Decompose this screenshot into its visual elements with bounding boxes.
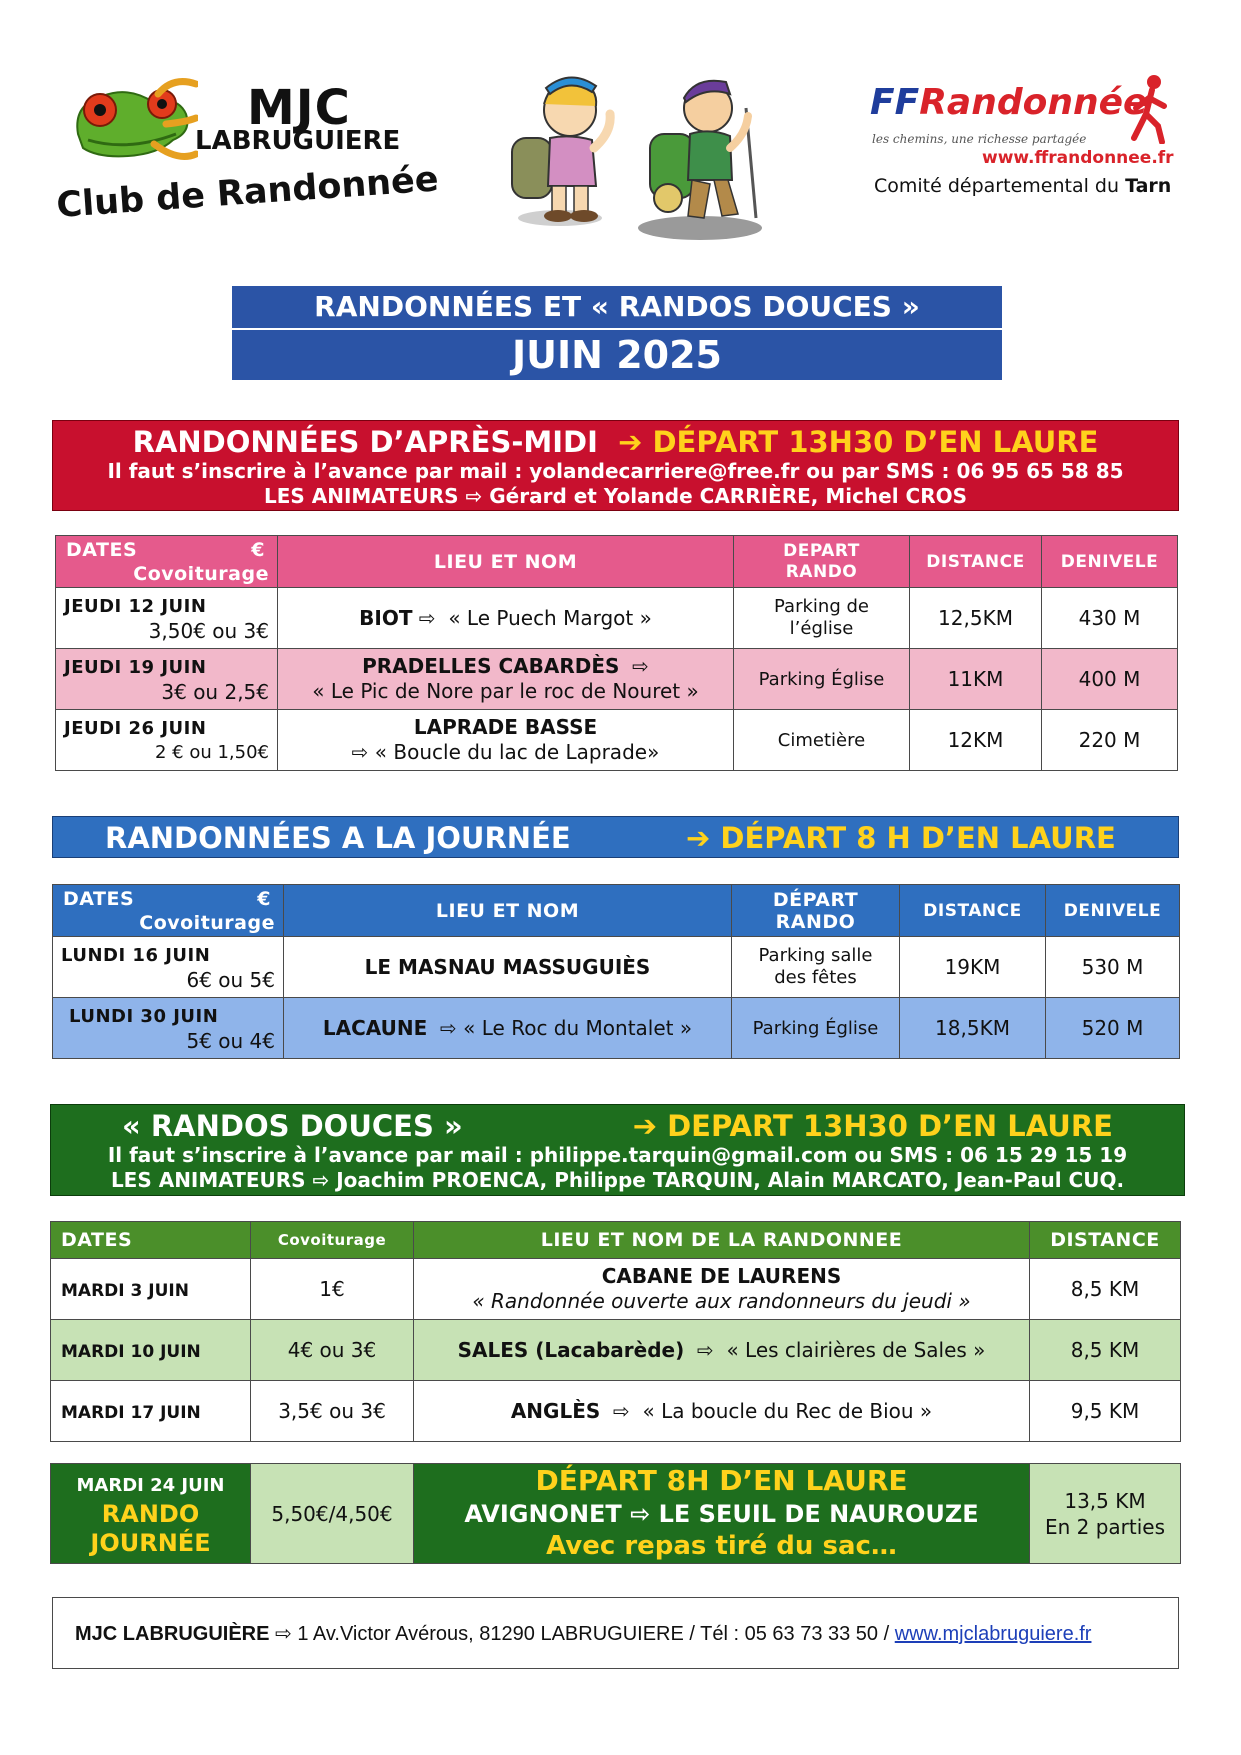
depart-cell: Parking salle des fêtes [732, 937, 900, 998]
table-header-row [51, 1222, 1181, 1259]
distance-cell: 8,5 KM [1030, 1320, 1181, 1381]
special-distance-cell: 13,5 KM En 2 parties [1030, 1464, 1181, 1564]
denivele-cell: 400 M [1042, 649, 1178, 710]
table-header-row [56, 536, 1178, 588]
col-depart: DÉPART RANDO [732, 885, 900, 937]
col-lieu: LIEU ET NOM DE LA RANDONNEE [414, 1222, 1030, 1259]
col-distance: DISTANCE [910, 536, 1042, 588]
depart-cell: Parking Église [734, 649, 910, 710]
special-date-cell: MARDI 24 JUIN RANDO JOURNÉE [51, 1464, 251, 1564]
col-depart: DEPART RANDO [734, 536, 910, 588]
date-cell: MARDI 3 JUIN [51, 1259, 251, 1320]
footer-contact [52, 1597, 1179, 1669]
journee-banner [52, 816, 1179, 858]
distance-cell: 18,5KM [900, 998, 1046, 1059]
table-row [51, 1259, 1181, 1320]
table-header-row [53, 885, 1180, 937]
lieu-cell: BIOT ⇨ « Le Puech Margot » [278, 588, 734, 649]
date-cell: JEUDI 26 JUIN 2 € ou 1,50€ [56, 710, 278, 771]
table-row [56, 649, 1178, 710]
table-row [51, 1464, 1181, 1564]
col-distance: DISTANCE [900, 885, 1046, 937]
col-denivele: DENIVELE [1042, 536, 1178, 588]
date-cell: JEUDI 12 JUIN 3,50€ ou 3€ [56, 588, 278, 649]
lieu-cell: LE MASNAU MASSUGUIÈS [284, 937, 732, 998]
apres-midi-table [55, 535, 1178, 771]
frog-icon [58, 74, 198, 179]
special-lieu-cell: DÉPART 8H D’EN LAURE AVIGNONET ⇨ LE SEUIL DE NAUROUZE Avec repas tiré du sac… [414, 1464, 1030, 1564]
distance-cell: 11KM [910, 649, 1042, 710]
comite-text: Comité départemental du Tarn [874, 175, 1172, 197]
col-distance: DISTANCE [1030, 1222, 1181, 1259]
mjc-logo-block [52, 62, 492, 252]
walker-icon [1118, 72, 1180, 144]
mjc-title: MJC [247, 80, 351, 136]
lieu-cell: LAPRADE BASSE ⇨ « Boucle du lac de Laprade» [278, 710, 734, 771]
hikers-illustration-icon [500, 68, 775, 246]
club-title: Club de Randonnée [55, 159, 440, 226]
col-dates: DATES [51, 1222, 251, 1259]
lieu-cell: LACAUNE ⇨ « Le Roc du Montalet » [284, 998, 732, 1059]
ffrandonnee-logo: FFRandonnée [870, 82, 1148, 123]
table-row [51, 1381, 1181, 1442]
col-dates: DATES € Covoiturage [53, 885, 284, 937]
distance-cell: 12KM [910, 710, 1042, 771]
price-cell: 4€ ou 3€ [251, 1320, 414, 1381]
table-row [53, 937, 1180, 998]
date-cell: MARDI 10 JUIN [51, 1320, 251, 1381]
price-cell: 1€ [251, 1259, 414, 1320]
col-lieu: LIEU ET NOM [278, 536, 734, 588]
rando-journee-table [50, 1463, 1181, 1564]
denivele-cell: 520 M [1046, 998, 1180, 1059]
table-row [53, 998, 1180, 1059]
apres-midi-inscription: Il faut s’inscrire à l’avance par mail : yolandecarriere@free.fr ou par SMS : 06 95 65 58 85 [107, 459, 1124, 483]
ffrandonnee-tagline: les chemins, une richesse partagée [872, 132, 1087, 146]
depart-cell: Parking Église [732, 998, 900, 1059]
distance-cell: 19KM [900, 937, 1046, 998]
price-cell: 3,5€ ou 3€ [251, 1381, 414, 1442]
col-dates: DATES € Covoiturage [56, 536, 278, 588]
col-covoit: Covoiturage [251, 1222, 414, 1259]
page-title-box [232, 286, 1002, 380]
footer-address: ⇨ 1 Av.Victor Avérous, 81290 LABRUGUIERE / Tél : 05 63 73 33 50 / [275, 1623, 895, 1645]
labruguiere-title: LABRUGUIERE [195, 126, 401, 156]
lieu-cell: PRADELLES CABARDÈS ⇨ « Le Pic de Nore par le roc de Nouret » [278, 649, 734, 710]
douces-inscription: Il faut s’inscrire à l’avance par mail : philippe.tarquin@gmail.com ou SMS : 06 15 29 15 19 [107, 1143, 1128, 1167]
date-cell: JEUDI 19 JUIN 3€ ou 2,5€ [56, 649, 278, 710]
apres-midi-banner [52, 420, 1179, 511]
table-row [56, 588, 1178, 649]
douces-banner [50, 1104, 1185, 1196]
denivele-cell: 530 M [1046, 937, 1180, 998]
col-lieu: LIEU ET NOM [284, 885, 732, 937]
apres-midi-animateurs: LES ANIMATEURS ⇨ Gérard et Yolande CARRIÈRE, Michel CROS [263, 484, 968, 508]
journee-table [52, 884, 1180, 1059]
footer-website-link[interactable]: www.mjclabruguiere.fr [894, 1623, 1092, 1645]
date-cell: LUNDI 30 JUIN 5€ ou 4€ [53, 998, 284, 1059]
depart-cell: Parking de l’église [734, 588, 910, 649]
ffrandonnee-url[interactable]: www.ffrandonnee.fr [982, 148, 1174, 168]
date-cell: LUNDI 16 JUIN 6€ ou 5€ [53, 937, 284, 998]
apres-midi-heading: RANDONNÉES D’APRÈS-MIDI ➔ DÉPART 13H30 D’EN LAURE [132, 425, 1099, 459]
lieu-cell: ANGLÈS ⇨ « La boucle du Rec de Biou » [414, 1381, 1030, 1442]
douces-heading: « RANDOS DOUCES » ➔ DEPART 13H30 D’EN LAURE [122, 1109, 1113, 1143]
douces-table [50, 1221, 1181, 1442]
lieu-cell: SALES (Lacabarède) ⇨ « Les clairières de Sales » [414, 1320, 1030, 1381]
denivele-cell: 220 M [1042, 710, 1178, 771]
page-title-line1: RANDONNÉES ET « RANDOS DOUCES » [232, 286, 1002, 328]
douces-animateurs: LES ANIMATEURS ⇨ Joachim PROENCA, Philippe TARQUIN, Alain MARCATO, Jean-Paul CUQ. [110, 1168, 1125, 1192]
table-row [51, 1320, 1181, 1381]
footer-org: MJC LABRUGUIÈRE [75, 1623, 270, 1645]
denivele-cell: 430 M [1042, 588, 1178, 649]
col-denivele: DENIVELE [1046, 885, 1180, 937]
page-title-line2: JUIN 2025 [232, 330, 1002, 380]
distance-cell: 9,5 KM [1030, 1381, 1181, 1442]
lieu-cell: CABANE DE LAURENS « Randonnée ouverte aux randonneurs du jeudi » [414, 1259, 1030, 1320]
journee-heading: RANDONNÉES A LA JOURNÉE ➔ DÉPART 8 H D’EN LAURE [105, 821, 1116, 855]
table-row [56, 710, 1178, 771]
special-price-cell: 5,50€/4,50€ [251, 1464, 414, 1564]
distance-cell: 12,5KM [910, 588, 1042, 649]
depart-cell: Cimetière [734, 710, 910, 771]
date-cell: MARDI 17 JUIN [51, 1381, 251, 1442]
ffrandonnee-logo-block [870, 72, 1190, 212]
distance-cell: 8,5 KM [1030, 1259, 1181, 1320]
